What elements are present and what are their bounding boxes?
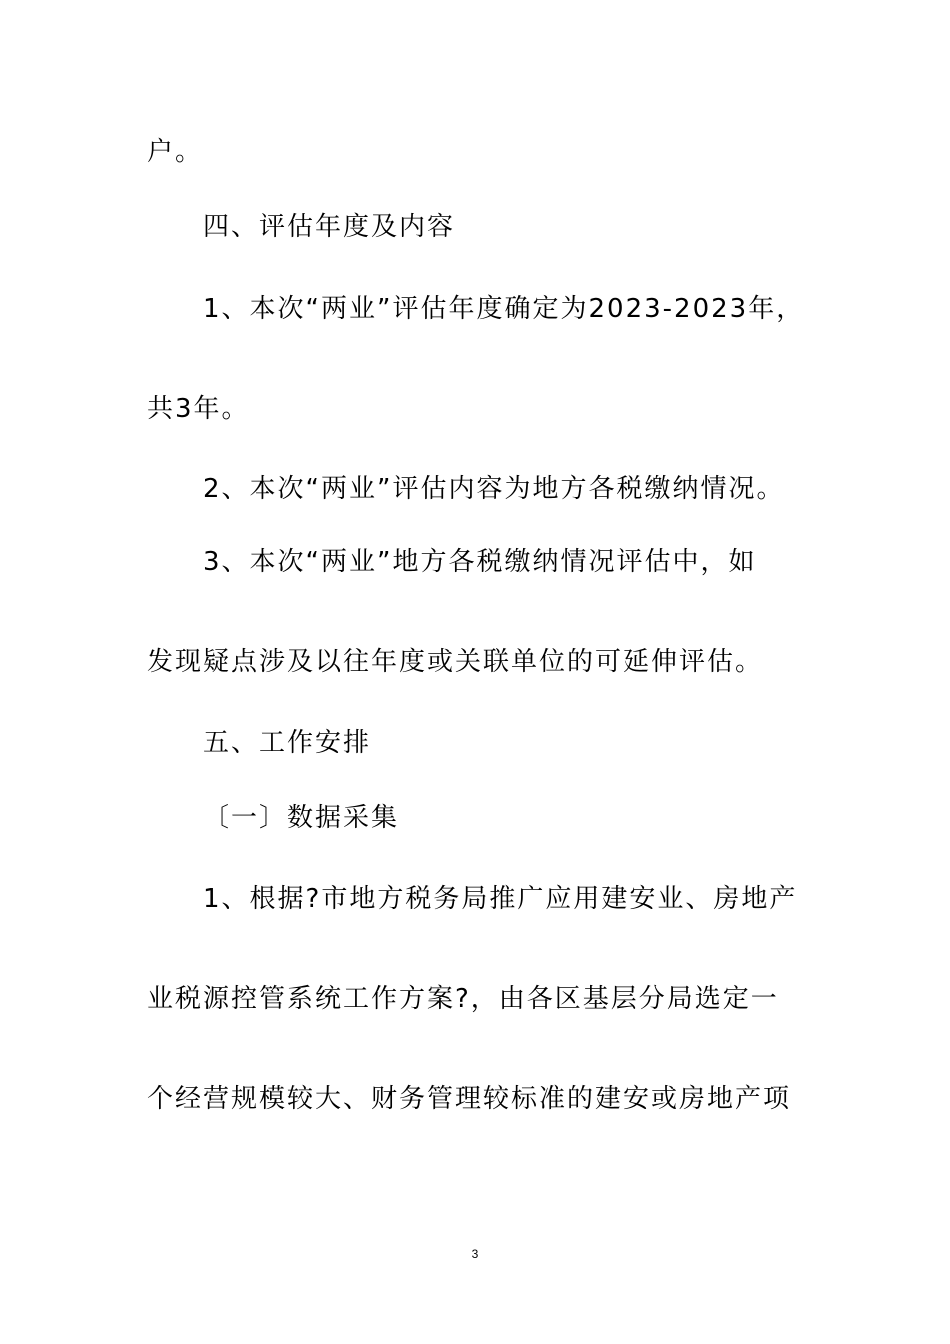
text-line-7: 发现疑点涉及以往年度或关联单位的可延伸评估。 — [147, 647, 764, 677]
text-line-11: 业税源控管系统工作方案?，由各区基层分局选定一 — [147, 984, 779, 1014]
section-heading-4: 四、评估年度及内容 — [203, 212, 456, 242]
text-line-6: 3、本次“两业”地方各税缴纳情况评估中，如 — [203, 547, 757, 577]
subsection-heading-1: 〔一〕数据采集 — [203, 803, 400, 833]
text-line-1: 户。 — [147, 137, 204, 167]
text-line-3: 1、本次“两业”评估年度确定为2023-2023年， — [203, 294, 805, 324]
text-line-4: 共3年。 — [147, 394, 250, 424]
text-line-12: 个经营规模较大、财务管理较标准的建安或房地产项 — [147, 1084, 792, 1114]
text-line-5: 2、本次“两业”评估内容为地方各税缴纳情况。 — [203, 474, 785, 504]
page-number: 3 — [471, 1247, 479, 1261]
text-line-10: 1、根据?市地方税务局推广应用建安业、房地产 — [203, 884, 798, 914]
section-heading-5: 五、工作安排 — [203, 728, 372, 758]
